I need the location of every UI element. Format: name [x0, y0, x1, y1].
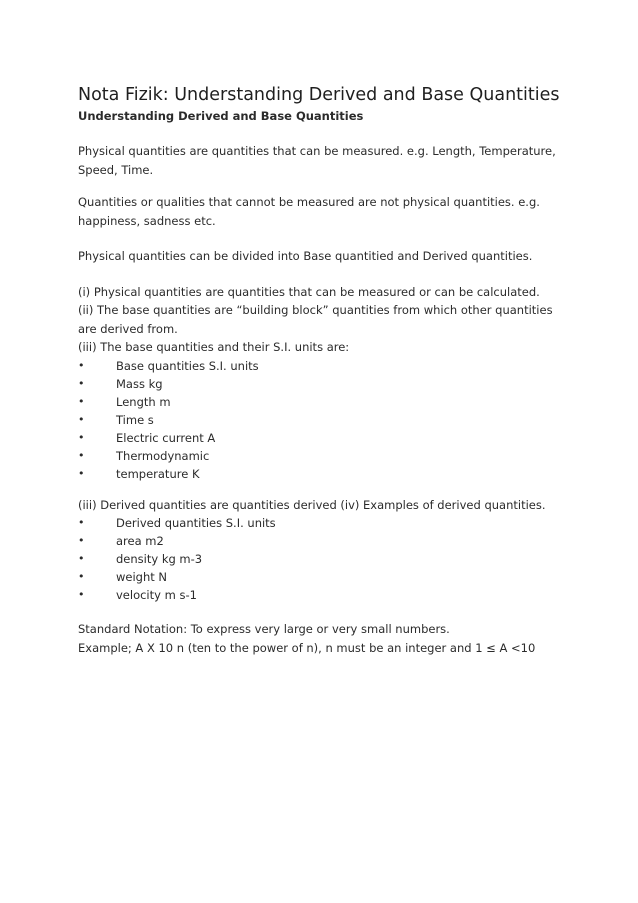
- intro-line-i: (i) Physical quantities are quantities that can be measured or can be calculated.: [78, 284, 540, 299]
- list-item: • temperature K: [78, 466, 200, 481]
- paragraph-base-quantities-intro: [78, 283, 568, 357]
- list-item: • Derived quantities S.I. units: [78, 516, 276, 530]
- paragraph-non-physical: Quantities or qualities that cannot be measured are not physical quantities. e.g. happiness, sadness etc.: [78, 195, 540, 228]
- paragraph-standard-notation: [78, 620, 568, 657]
- bullet-icon: •: [78, 376, 85, 390]
- bullet-icon: •: [78, 466, 85, 480]
- standard-notation-example: Example; A X 10 n (ten to the power of n), n must be an integer and 1 ≤ A <10: [78, 640, 536, 655]
- list-item: • Thermodynamic: [78, 448, 210, 463]
- derived-quantities-list: [78, 514, 568, 604]
- intro-line-iii: (iii) The base quantities and their S.I. units are:: [78, 340, 350, 354]
- list-item: • area m2: [78, 534, 164, 548]
- bullet-icon: •: [78, 534, 85, 547]
- list-item: • Time s: [78, 412, 154, 427]
- bullet-icon: •: [78, 394, 85, 408]
- bullet-icon: •: [78, 412, 85, 426]
- list-item: • Base quantities S.I. units: [78, 358, 259, 373]
- intro-line-ii: (ii) The base quantities are “building block” quantities from which other quantities are derived from.: [78, 303, 553, 336]
- bullet-icon: •: [78, 570, 85, 583]
- list-item: • Length m: [78, 394, 171, 409]
- bullet-icon: •: [78, 448, 85, 462]
- list-item: • density kg m-3: [78, 552, 203, 566]
- bullet-icon: •: [78, 358, 85, 372]
- paragraph-physical-quantities: Physical quantities are quantities that can be measured. e.g. Length, Temperature, Speed, Time.: [78, 144, 556, 177]
- base-quantities-list: [78, 357, 568, 483]
- document-page: [78, 84, 568, 657]
- list-item: • Electric current A: [78, 430, 216, 445]
- paragraph-division: Physical quantities can be divided into Base quantitied and Derived quantities.: [78, 249, 533, 263]
- bullet-icon: •: [78, 430, 85, 444]
- document-subtitle: Understanding Derived and Base Quantities: [78, 109, 364, 123]
- document-title: Nota Fizik: Understanding Derived and Base Quantities: [78, 85, 560, 105]
- bullet-icon: •: [78, 516, 85, 529]
- list-item: • weight N: [78, 570, 168, 584]
- bullet-icon: •: [78, 588, 85, 601]
- standard-notation-line: Standard Notation: To express very large or very small numbers.: [78, 622, 450, 636]
- paragraph-derived-quantities: (iii) Derived quantities are quantities derived (iv) Examples of derived quantities.: [78, 497, 546, 512]
- bullet-icon: •: [78, 552, 85, 565]
- list-item: • velocity m s-1: [78, 588, 197, 602]
- list-item: • Mass kg: [78, 376, 163, 391]
